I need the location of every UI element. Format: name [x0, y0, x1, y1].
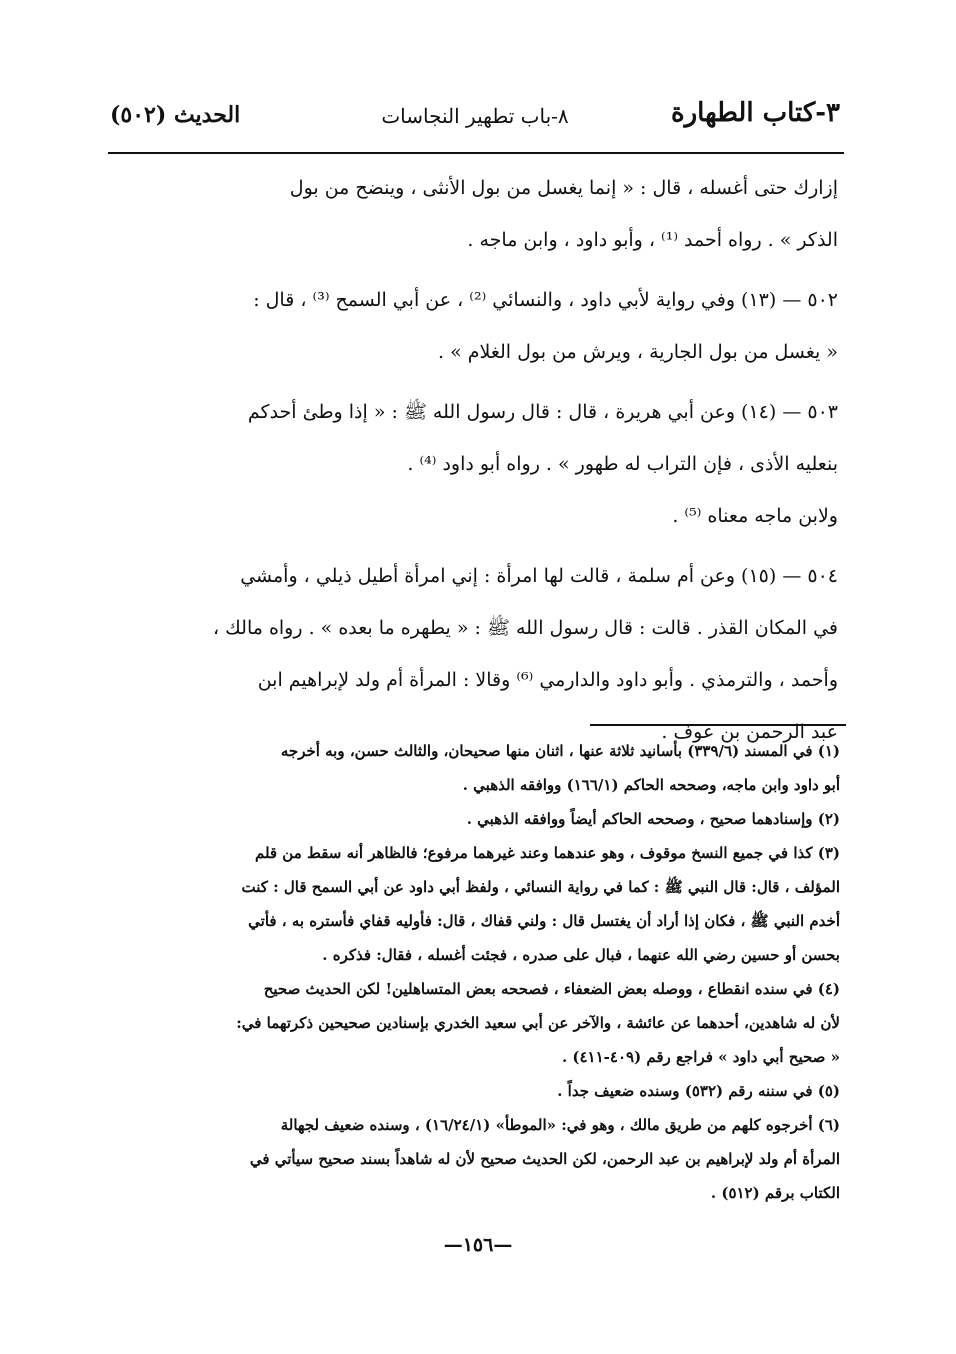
footnote-line: (٣) كذا في جميع النسخ موقوف ، وهو عندهما وعند غيرهما مرفوع؛ فالظاهر أنه سقط من قلم — [254, 844, 840, 862]
footnote-line: لأن له شاهدين، أحدهما عن عائشة ، والآخر عن أبي سعيد الخدري بإسنادين صحيحين ذكرتهما في: — [236, 1014, 840, 1032]
body-line: « يغسل من بول الجارية ، ويرش من بول الغلام » . — [438, 341, 838, 363]
footnote-line: أبو داود وابن ماجه، وصححه الحاكم (١٦٦/١) ووافقه الذهبي . — [462, 776, 840, 794]
footnote-line: أخدم النبي ﷺ ، فكان إذا أراد أن يغتسل قال : ولني قفاك ، قال: فأوليه قفاي فأستره به ، فأتي — [248, 912, 840, 930]
footnote-line: « صحيح أبي داود » فراجع رقم (٤٠٩-٤١١) . — [561, 1048, 840, 1066]
body-line: الذكر » . رواه أحمد ⁽¹⁾ ، وأبو داود ، وابن ماجه . — [467, 229, 838, 251]
main-text — [120, 162, 838, 758]
header-rule — [108, 152, 844, 154]
footnote-line: بحسن أو حسين رضي الله عنهما ، فبال على صدره ، فجئت أغسله ، فقال: فذكره . — [322, 946, 840, 964]
page-number: —١٥٦— — [443, 1234, 513, 1256]
body-line: ٥٠٣ — (١٤) وعن أبي هريرة ، قال : قال رسول الله ﷺ : « إذا وطئ أحدكم — [247, 401, 838, 423]
body-line: ولابن ماجه معناه ⁽⁵⁾ . — [672, 505, 838, 527]
footnote-line: المرأة أم ولد لإبراهيم بن عبد الرحمن، لكن الحديث صحيح لأن له شاهداً بسند صحيح سيأتي في — [249, 1150, 840, 1168]
footnote-line: الكتاب برقم (٥١٢) . — [710, 1184, 840, 1202]
body-line: ٥٠٢ — (١٣) وفي رواية لأبي داود ، والنسائي ⁽²⁾ ، عن أبي السمح ⁽³⁾ ، قال : — [253, 289, 838, 311]
footnote-rule — [590, 724, 846, 726]
body-line: في المكان القذر . قالت : قال رسول الله ﷺ : « يطهره ما بعده » . رواه مالك ، — [212, 617, 838, 639]
body-line: إزارك حتى أغسله ، قال : « إنما يغسل من بول الأنثى ، وينضح من بول — [289, 177, 838, 199]
footnote-line: (٥) في سننه رقم (٥٣٢) وسنده ضعيف جداً . — [557, 1082, 840, 1100]
section-title: ٨-باب تطهير النجاسات — [381, 104, 569, 128]
footnote-line: (١) في المسند (٣٣٩/٦) بأسانيد ثلاثة عنها ، اثنان منها صحيحان، والثالث حسن، وبه أخرجه — [280, 742, 840, 760]
body-line: ٥٠٤ — (١٥) وعن أم سلمة ، قالت لها امرأة : إني امرأة أطيل ذيلي ، وأمشي — [240, 565, 838, 587]
footnote-line: (٢) وإسنادهما صحيح ، وصححه الحاكم أيضاً ووافقه الذهبي . — [466, 810, 840, 828]
chapter-title: ٣-كتاب الطهارة — [671, 98, 840, 128]
footnote-line: المؤلف ، قال: قال النبي ﷺ : كما في رواية النسائي ، ولفظ أبي داود عن أبي السمح قال : كنت — [241, 878, 840, 896]
footnote-line: (٦) أخرجوه كلهم من طريق مالك ، وهو في: «الموطأ» (١٦/٢٤/١) ، وسنده ضعيف لجهالة — [280, 1116, 840, 1134]
footnotes — [130, 734, 840, 1210]
body-line: وأحمد ، والترمذي . وأبو داود والدارمي ⁽⁶⁾ وقالا : المرأة أم ولد لإبراهيم ابن — [257, 669, 838, 691]
footnote-line: (٤) في سنده انقطاع ، ووصله بعض الضعفاء ، فصححه بعض المتساهلين! لكن الحديث صحيح — [263, 980, 840, 998]
running-header — [110, 96, 840, 146]
hadith-reference: الحديث (٥٠٢) — [110, 102, 241, 128]
body-line: بنعليه الأذى ، فإن التراب له طهور » . رواه أبو داود ⁽⁴⁾ . — [407, 453, 838, 475]
body-line: عبد الرحمن بن عوف . — [661, 721, 838, 743]
